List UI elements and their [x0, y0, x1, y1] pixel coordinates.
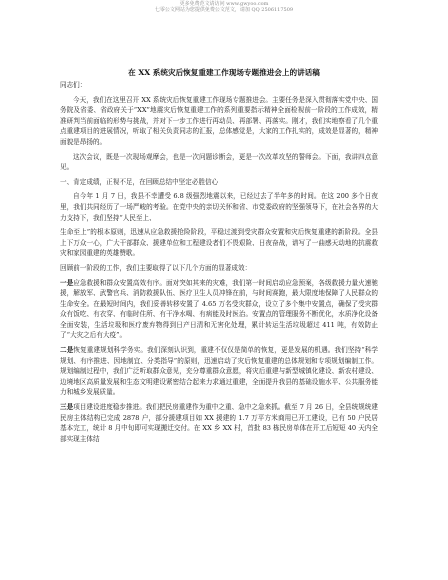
header-line-2: 七零公文网站为您提供免费公文范文，请加 QQ 2506117509 [154, 7, 294, 13]
achievement-2-text: 恢复重建规划科学务实。我们深刻认识到，重建不仅仅是简单的恢复，更是发展的机遇。我们坚持“科学规划、有序推进、因地制宜、分类指导”的原则，迅速启动了灾后恢复重建的总体规划和专项规划编制工作。规划编制过程中，我们广泛听取群众意见，充分尊重群众意愿，将灾后重建与新型城镇化建设、新农村建设、边境地区高质量发展和生态文明建设紧密结合起来力求通过重建，全面提升我县的基础设施水平、公共服务能力和城乡发展质量。 [60, 346, 378, 397]
achievement-2 [60, 345, 378, 398]
achievement-2-label: 二是 [60, 346, 74, 355]
paragraph-intro: 今天，我们在这里召开 XX 系统灾后恢复重建工作现场专题推进会。主要任务是深入贯彻落实党中央、国务院及省委、省政府关于“XX”地震灾后恢复重建工作的系列重要指示精神全面检视前一阶段的工作成效，精准研判当前面临的形势与挑战，并对下一步工作进行再动员、再部署、再落实。刚才，我们实地察看了几个重点重建项目的进展情况，听取了相关负责同志的汇报，总体感觉是，大家的工作扎实的，成效是显著的，精神面貌是昂扬的。 [60, 95, 378, 146]
achievement-1-label: 一是 [60, 278, 74, 287]
achievement-3 [60, 402, 378, 444]
document-title: 在 XX 系统灾后恢复重建工作现场专题推进会上的讲话稿 [128, 68, 320, 77]
achievement-1 [60, 278, 378, 342]
paragraph-principle: 生命至上”的根本原则，迅速从应急救援抢险阶段，平稳过渡到受灾群众安置和灾后恢复重建的新阶段。全县上下万众一心，广大干部群众、援建单位和工程建设者们不畏艰险、日夜奋战，谱写了一曲感天动地的抗震救灾和家园重建的英雄赞歌。 [60, 228, 378, 258]
greeting: 同志们： [60, 81, 87, 89]
site-header [0, 0, 448, 20]
achievement-1-text: 应急救援和群众安置高效有序。面对突如其来的灾难，我们第一时间启动应急预案，各级救援力量火速驰援，解放军、武警官兵、消防救援队伍、医疗卫生人员冲锋在前，与时间赛跑，最大限度地保障了人民群众的生命安全。在最短时间内，我们妥善转移安置了 4.65 万名受灾群众，设立了多个集中安置点，确保了受灾群众有饭吃、有衣穿、有临时住所、有干净水喝、有病能及时医治。安置点的管理服务不断优化，水质净化设备全面安装，生活垃圾和医疗废弃物得到日产日清和无害化处理，累计转运生活垃圾超过 411 吨，有效防止了“大灾之后有大疫”。 [60, 278, 379, 340]
achievement-3-label: 三是 [60, 403, 74, 412]
document-body [60, 80, 378, 448]
section-heading-1: 一、肯定成绩，正视不足，在回顾总结中坚定必胜信心 [60, 177, 219, 186]
paragraph-achievements-intro: 回顾前一阶段的工作，我们主要取得了以下几个方面的显著成效： [60, 263, 252, 272]
paragraph-earthquake: 自今年 1 月 7 日，我县不幸遭受 6.8 级强烈地震以来，已经过去了半年多的时间。在这 200 多个日夜里，我们共同经历了一场严峻的考验。在党中央的亲切关怀和省、市党委政府的坚强领导下，在社会各界的大力支持下，我们坚持“人民至上、 [60, 192, 378, 222]
header-line-1: 更多免费范文请访问 www.gwyoo.com [179, 1, 269, 7]
paragraph-agenda: 这次会议，既是一次现场观摩会，也是一次问题诊断会，更是一次改革攻坚的誓师会。下面，我讲四点意见。 [60, 152, 378, 172]
achievement-3-text: 项目建设进度稳步推进。我们把民房重建作为重中之重、急中之急来抓。截至 7 月 26 日，全县统规统建民房主体结构已完成 2878 户，部分援建项目如 XX 援建的 1.7 万平方米商用已开工建设，已有 50 户民居基本完工，统计 8 月中旬即可实现搬迁交付。在 XX 乡 XX 村，首批 83 栋民房单体在开工后短短 40 天内全部实现主体结 [60, 403, 379, 443]
